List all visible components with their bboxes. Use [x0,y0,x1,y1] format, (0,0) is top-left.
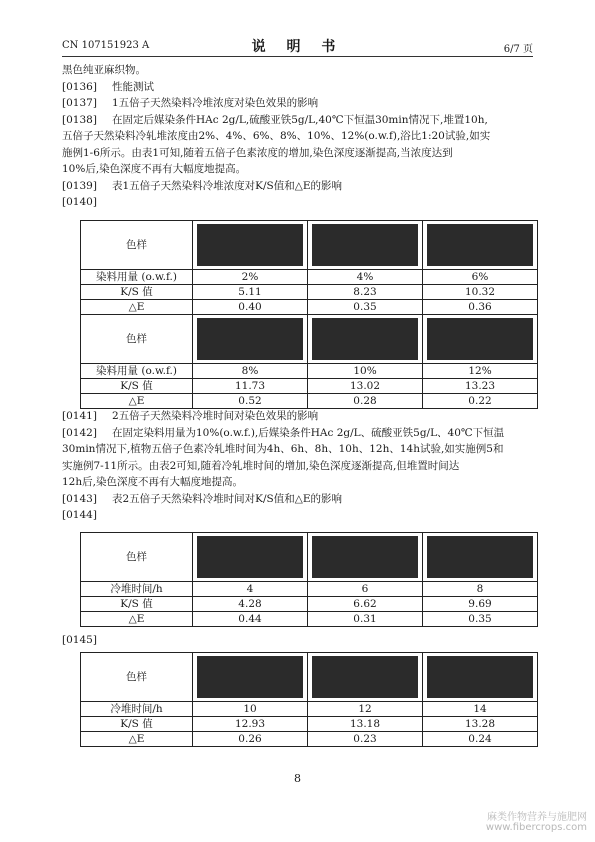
paragraph [62,425,533,442]
table-3 [80,652,538,747]
table-cell-label: △E [81,732,193,747]
color-swatch-cell [423,653,538,702]
paragraph [62,632,533,649]
table-caption: 表2五倍子天然染料冷堆时间对K/S值和△E的影响 [112,492,342,505]
paragraph-number: [0140] [62,196,97,208]
paragraph-number: [0141] [62,410,97,422]
table-cell: 0.26 [193,732,308,747]
paragraph: 黑色纯亚麻织物。 [62,64,146,76]
color-swatch-cell [308,221,423,270]
color-swatch-cell [423,315,538,364]
paragraph-line: 30min情况下,植物五倍子色素冷轧堆时间为4h、6h、8h、10h、12h、14h试验,如实施例5和 [62,443,504,455]
color-swatch [197,656,303,698]
table-cell-label: 色样 [81,653,193,702]
table-cell-label: △E [81,394,193,409]
paragraph-number: [0137] [62,97,97,109]
table-row [81,364,538,379]
paragraph [62,194,533,211]
text-block-2 [62,408,533,524]
table-cell: 5.11 [193,285,308,300]
color-swatch [427,318,533,360]
color-swatch [312,318,418,360]
table-cell: 0.31 [308,612,423,627]
page-number: 8 [294,772,301,785]
paragraph [62,408,533,425]
paragraph [62,79,533,96]
table-cell-label: K/S 值 [81,285,193,300]
table-cell: 4 [193,582,308,597]
paragraph-line: 施例1-6所示。由表1可知,随着五倍子色素浓度的增加,染色深度逐渐提高,当浓度达到 [62,146,453,159]
color-swatch [427,656,533,698]
table-cell-label: 染料用量 (o.w.f.) [81,270,193,285]
header-rule [62,56,533,57]
table-cell: 0.40 [193,300,308,315]
table-cell-label: △E [81,612,193,627]
table-caption: 表1五倍子天然染料冷堆浓度对K/S值和△E的影响 [112,179,342,192]
table-cell: 12.93 [193,717,308,732]
table-row [81,300,538,315]
table-cell-label: 色样 [81,533,193,582]
table-2 [80,532,538,627]
table-row [81,285,538,300]
patent-number: CN 107151923 A [62,40,150,51]
paragraph [62,178,533,195]
color-swatch-cell [423,533,538,582]
table-cell: 0.23 [308,732,423,747]
table-cell-label: 色样 [81,315,193,364]
color-swatch [197,224,303,266]
table-cell: 0.35 [308,300,423,315]
table-row [81,533,538,582]
table-cell: 8 [423,582,538,597]
table-cell: 10 [193,702,308,717]
color-swatch-cell [193,315,308,364]
table-row [81,597,538,612]
color-swatch-cell [193,653,308,702]
table-cell: 11.73 [193,379,308,394]
color-swatch [312,224,418,266]
paragraph-number: [0144] [62,509,97,521]
paragraph-text: 2五倍子天然染料冷堆时间对染色效果的影响 [112,410,319,422]
table-cell: 10.32 [423,285,538,300]
table-cell: 14 [423,702,538,717]
table-row [81,315,538,364]
table-row [81,702,538,717]
table-row [81,653,538,702]
table-1 [80,220,538,409]
paragraph-line: 12h后,染色深度不再有大幅度地提高。 [62,476,243,488]
color-swatch-cell [308,315,423,364]
table-cell: 13.28 [423,717,538,732]
table-cell-label: △E [81,300,193,315]
page-header [62,36,533,54]
table-cell: 12 [308,702,423,717]
table-cell: 13.23 [423,379,538,394]
table-cell: 13.18 [308,717,423,732]
table-cell-label: 冷堆时间/h [81,702,193,717]
table-cell: 0.24 [423,732,538,747]
table-row [81,270,538,285]
color-swatch [427,224,533,266]
table-cell-label: 染料用量 (o.w.f.) [81,364,193,379]
table-row [81,717,538,732]
watermark-url: www.fibercrops.com [485,822,587,833]
document-title: 说 明 书 [251,39,344,55]
table-cell: 9.69 [423,597,538,612]
page-indicator: 6/7 页 [503,44,533,55]
table-cell: 6 [308,582,423,597]
paragraph [62,95,533,112]
color-swatch-cell [308,533,423,582]
table-row [81,394,538,409]
paragraph-line: 10%后,染色深度不再有大幅度地提高。 [62,163,247,175]
text-block-1 [62,62,533,211]
table-row [81,612,538,627]
table-cell: 0.35 [423,612,538,627]
table-cell: 0.52 [193,394,308,409]
paragraph-text: 性能测试 [112,80,154,93]
table-row [81,732,538,747]
paragraph-number: [0142] [62,426,97,439]
text-block-3 [62,632,533,649]
color-swatch [197,318,303,360]
table-row [81,221,538,270]
watermark-title: 麻类作物营养与施肥网 [487,812,587,823]
paragraph-number: [0136] [62,80,97,93]
paragraph [62,507,533,524]
table-cell: 8.23 [308,285,423,300]
table-cell: 8% [193,364,308,379]
table-cell: 0.22 [423,394,538,409]
paragraph-number: [0143] [62,492,97,505]
color-swatch [312,656,418,698]
paragraph-line: 实施例7-11所示。由表2可知,随着冷轧堆时间的增加,染色深度逐渐提高,但堆置时间达 [62,459,460,472]
color-swatch-cell [308,653,423,702]
paragraph-number: [0139] [62,179,97,192]
table-cell-label: K/S 值 [81,597,193,612]
table-cell: 6% [423,270,538,285]
color-swatch-cell [423,221,538,270]
table-cell-label: 色样 [81,221,193,270]
table-cell-label: K/S 值 [81,717,193,732]
table-cell: 0.36 [423,300,538,315]
table-cell-label: K/S 值 [81,379,193,394]
paragraph [62,491,533,508]
paragraph-line: 五倍子天然染料冷轧堆浓度由2%、4%、6%、8%、10%、12%(o.w.f),浴比1:20试验,如实 [62,130,491,142]
table-cell: 0.28 [308,394,423,409]
paragraph [62,112,533,129]
table-row [81,582,538,597]
color-swatch [427,536,533,578]
paragraph-text: 在固定染料用量为10%(o.w.f.),后媒染条件HAc 2g/L、硫酸亚铁5g/L、40℃下恒温 [112,426,505,439]
color-swatch-cell [193,533,308,582]
color-swatch [312,536,418,578]
paragraph-text: 在固定后媒染条件HAc 2g/L,硫酸亚铁5g/L,40℃下恒温30min情况下,堆置10h, [112,113,488,126]
table-cell: 6.62 [308,597,423,612]
table-cell: 4.28 [193,597,308,612]
table-row [81,379,538,394]
table-cell-label: 冷堆时间/h [81,582,193,597]
table-cell: 12% [423,364,538,379]
table-cell: 0.44 [193,612,308,627]
paragraph-number: [0138] [62,113,97,126]
color-swatch [197,536,303,578]
table-cell: 2% [193,270,308,285]
paragraph-number: [0145] [62,634,97,646]
table-cell: 13.02 [308,379,423,394]
color-swatch-cell [193,221,308,270]
paragraph-text: 1五倍子天然染料冷堆浓度对染色效果的影响 [112,97,319,109]
table-cell: 4% [308,270,423,285]
table-cell: 10% [308,364,423,379]
